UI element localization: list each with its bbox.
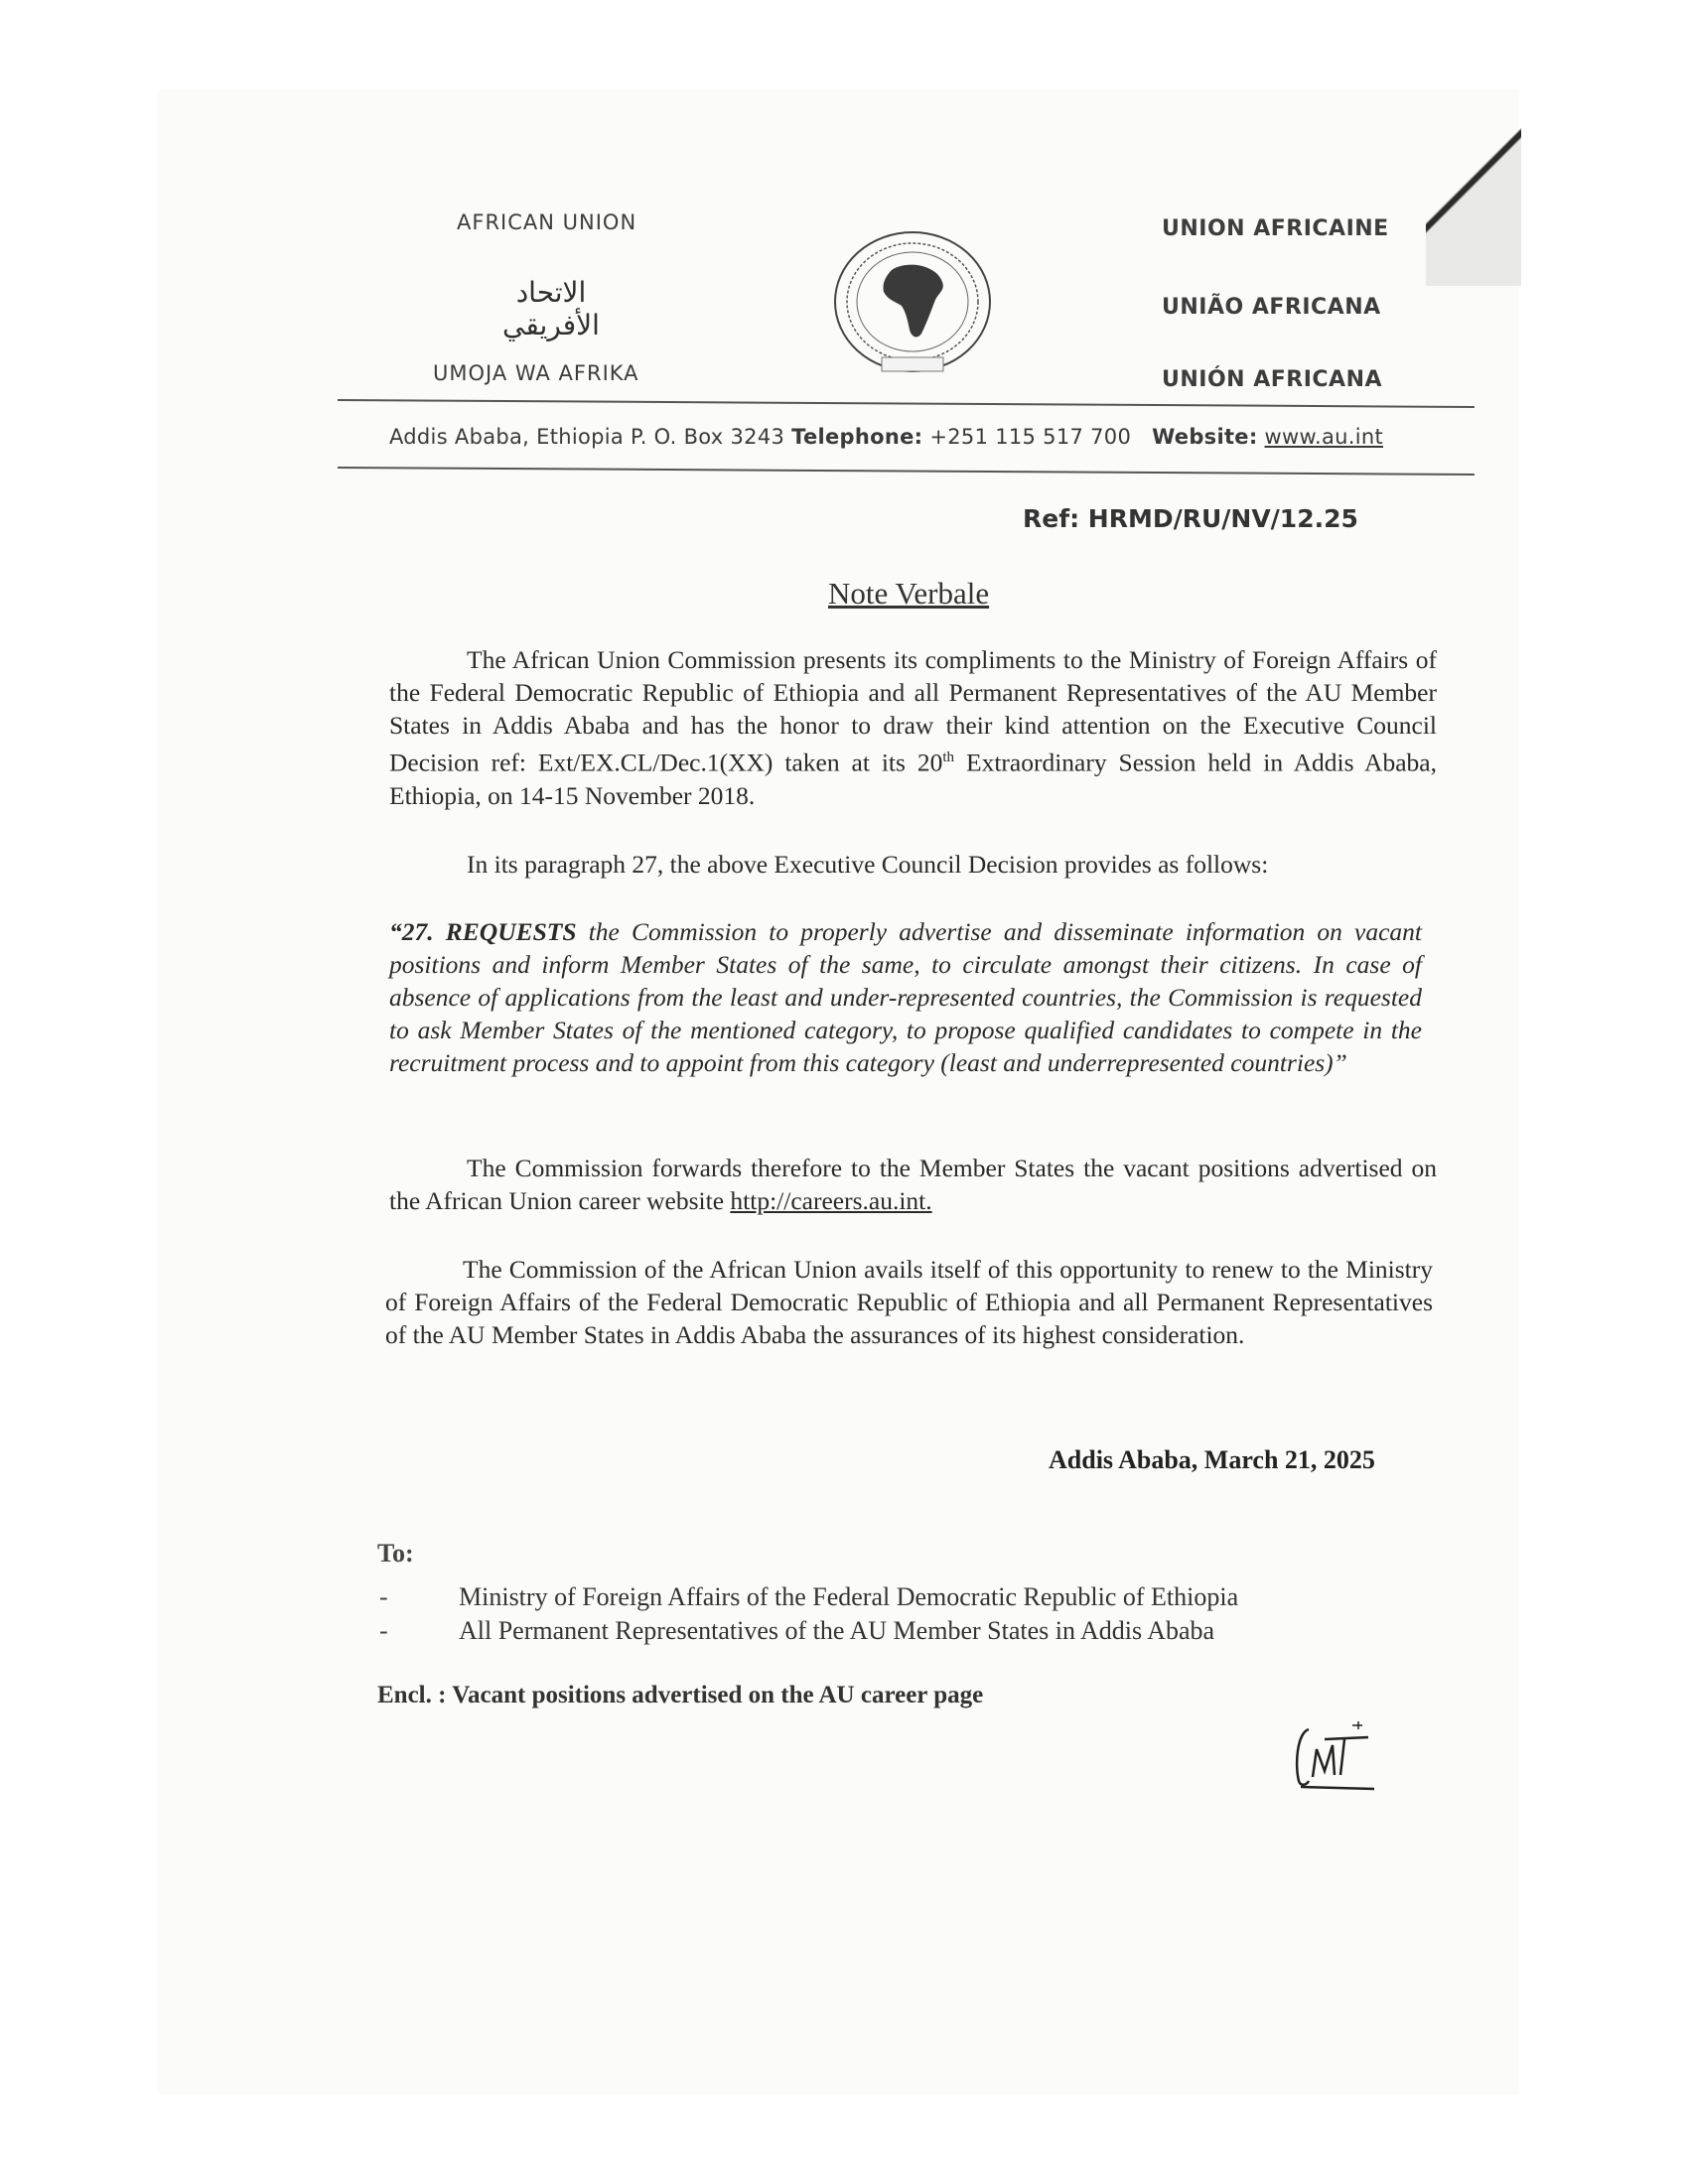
paragraph-closing-text: The Commission of the African Union avails itself of this opportunity to renew to the Ministry of Foreign Affairs of the Federal Democratic Republic of Ethiopia and all Permanent Representatives of the AU Member States in Addis Ababa the assurances of its highest consideration.: [385, 1255, 1433, 1349]
quote-lead: “27. REQUESTS: [389, 917, 577, 946]
scan-shadow: [1426, 87, 1521, 286]
quote-text: the Commission to properly advertise and disseminate information on vacant positions and inform Member States of the same, to circulate amongst their citizens. In case of absence of applications from the least and under-represented countries, the Commission is requested to ask Member States of the mentioned category, to propose qualified candidates to compete in the recruitment process and to appoint from this category (least and underrepresented countries)”: [389, 917, 1423, 1077]
paragraph-intro-text: The African Union Commission presents its compliments to the Ministry of Foreign Affairs of the Federal Democratic Republic of Ethiopia and all Permanent Representatives of the AU Member States in Addis Ababa and has the honor to draw their kind attention on the Executive Council Decision ref: Ext/EX.CL/Dec.1(XX) taken at its 20: [389, 645, 1437, 777]
paragraph-intro: [389, 643, 1437, 812]
recipient-dash-2: -: [379, 1616, 388, 1645]
reference-number: Ref: HRMD/RU/NV/12.25: [1023, 504, 1358, 533]
au-emblem-icon: [830, 230, 995, 379]
header-arabic-name: الاتحاد الأفريقي: [502, 276, 600, 341]
header-union-africana: UNIÓN AFRICANA: [1162, 367, 1383, 392]
header-union-africaine: UNION AFRICAINE: [1162, 216, 1389, 241]
paragraph-reference-text: In its paragraph 27, the above Executive Council Decision provides as follows:: [467, 850, 1269, 879]
header-umoja: UMOJA WA AFRIKA: [433, 361, 639, 385]
recipient-item-2: All Permanent Representatives of the AU Member States in Addis Ababa: [459, 1616, 1215, 1645]
address-text: Addis Ababa, Ethiopia P. O. Box 3243: [389, 425, 785, 449]
paragraph-forward-text: The Commission forwards therefore to the Member States the vacant positions advertised on the African Union career website: [389, 1154, 1437, 1215]
paragraph-intro-sup: th: [942, 750, 955, 765]
website-link[interactable]: www.au.int: [1264, 425, 1384, 449]
paragraph-forward: [389, 1152, 1437, 1217]
recipients-label: To:: [377, 1539, 414, 1568]
paragraph-intro-end: Extraordinary Session held in Addis Ababa, Ethiopia, on 14-15 November 2018.: [389, 748, 1437, 810]
paragraph-closing: [385, 1253, 1433, 1351]
document-date: Addis Ababa, March 21, 2025: [1049, 1445, 1375, 1474]
paragraph-reference: [389, 848, 1437, 881]
header-address-line: [389, 425, 1383, 449]
recipient-dash-1: -: [379, 1582, 388, 1611]
telephone-number: +251 115 517 700: [929, 425, 1132, 449]
recipient-item-1: Ministry of Foreign Affairs of the Federal Democratic Republic of Ethiopia: [459, 1582, 1239, 1611]
header-african-union: AFRICAN UNION: [457, 210, 637, 234]
website-label: Website:: [1152, 425, 1258, 449]
careers-link[interactable]: http://careers.au.int.: [730, 1186, 932, 1215]
enclosure-note: Encl. : Vacant positions advertised on the AU career page: [377, 1682, 984, 1708]
document-title: Note Verbale: [828, 576, 990, 611]
telephone-label: Telephone:: [791, 425, 923, 449]
initials-signature-icon: [1289, 1715, 1378, 1797]
header-uniao-africana: UNIÃO AFRICANA: [1162, 295, 1381, 320]
quoted-decision: [389, 915, 1422, 1079]
